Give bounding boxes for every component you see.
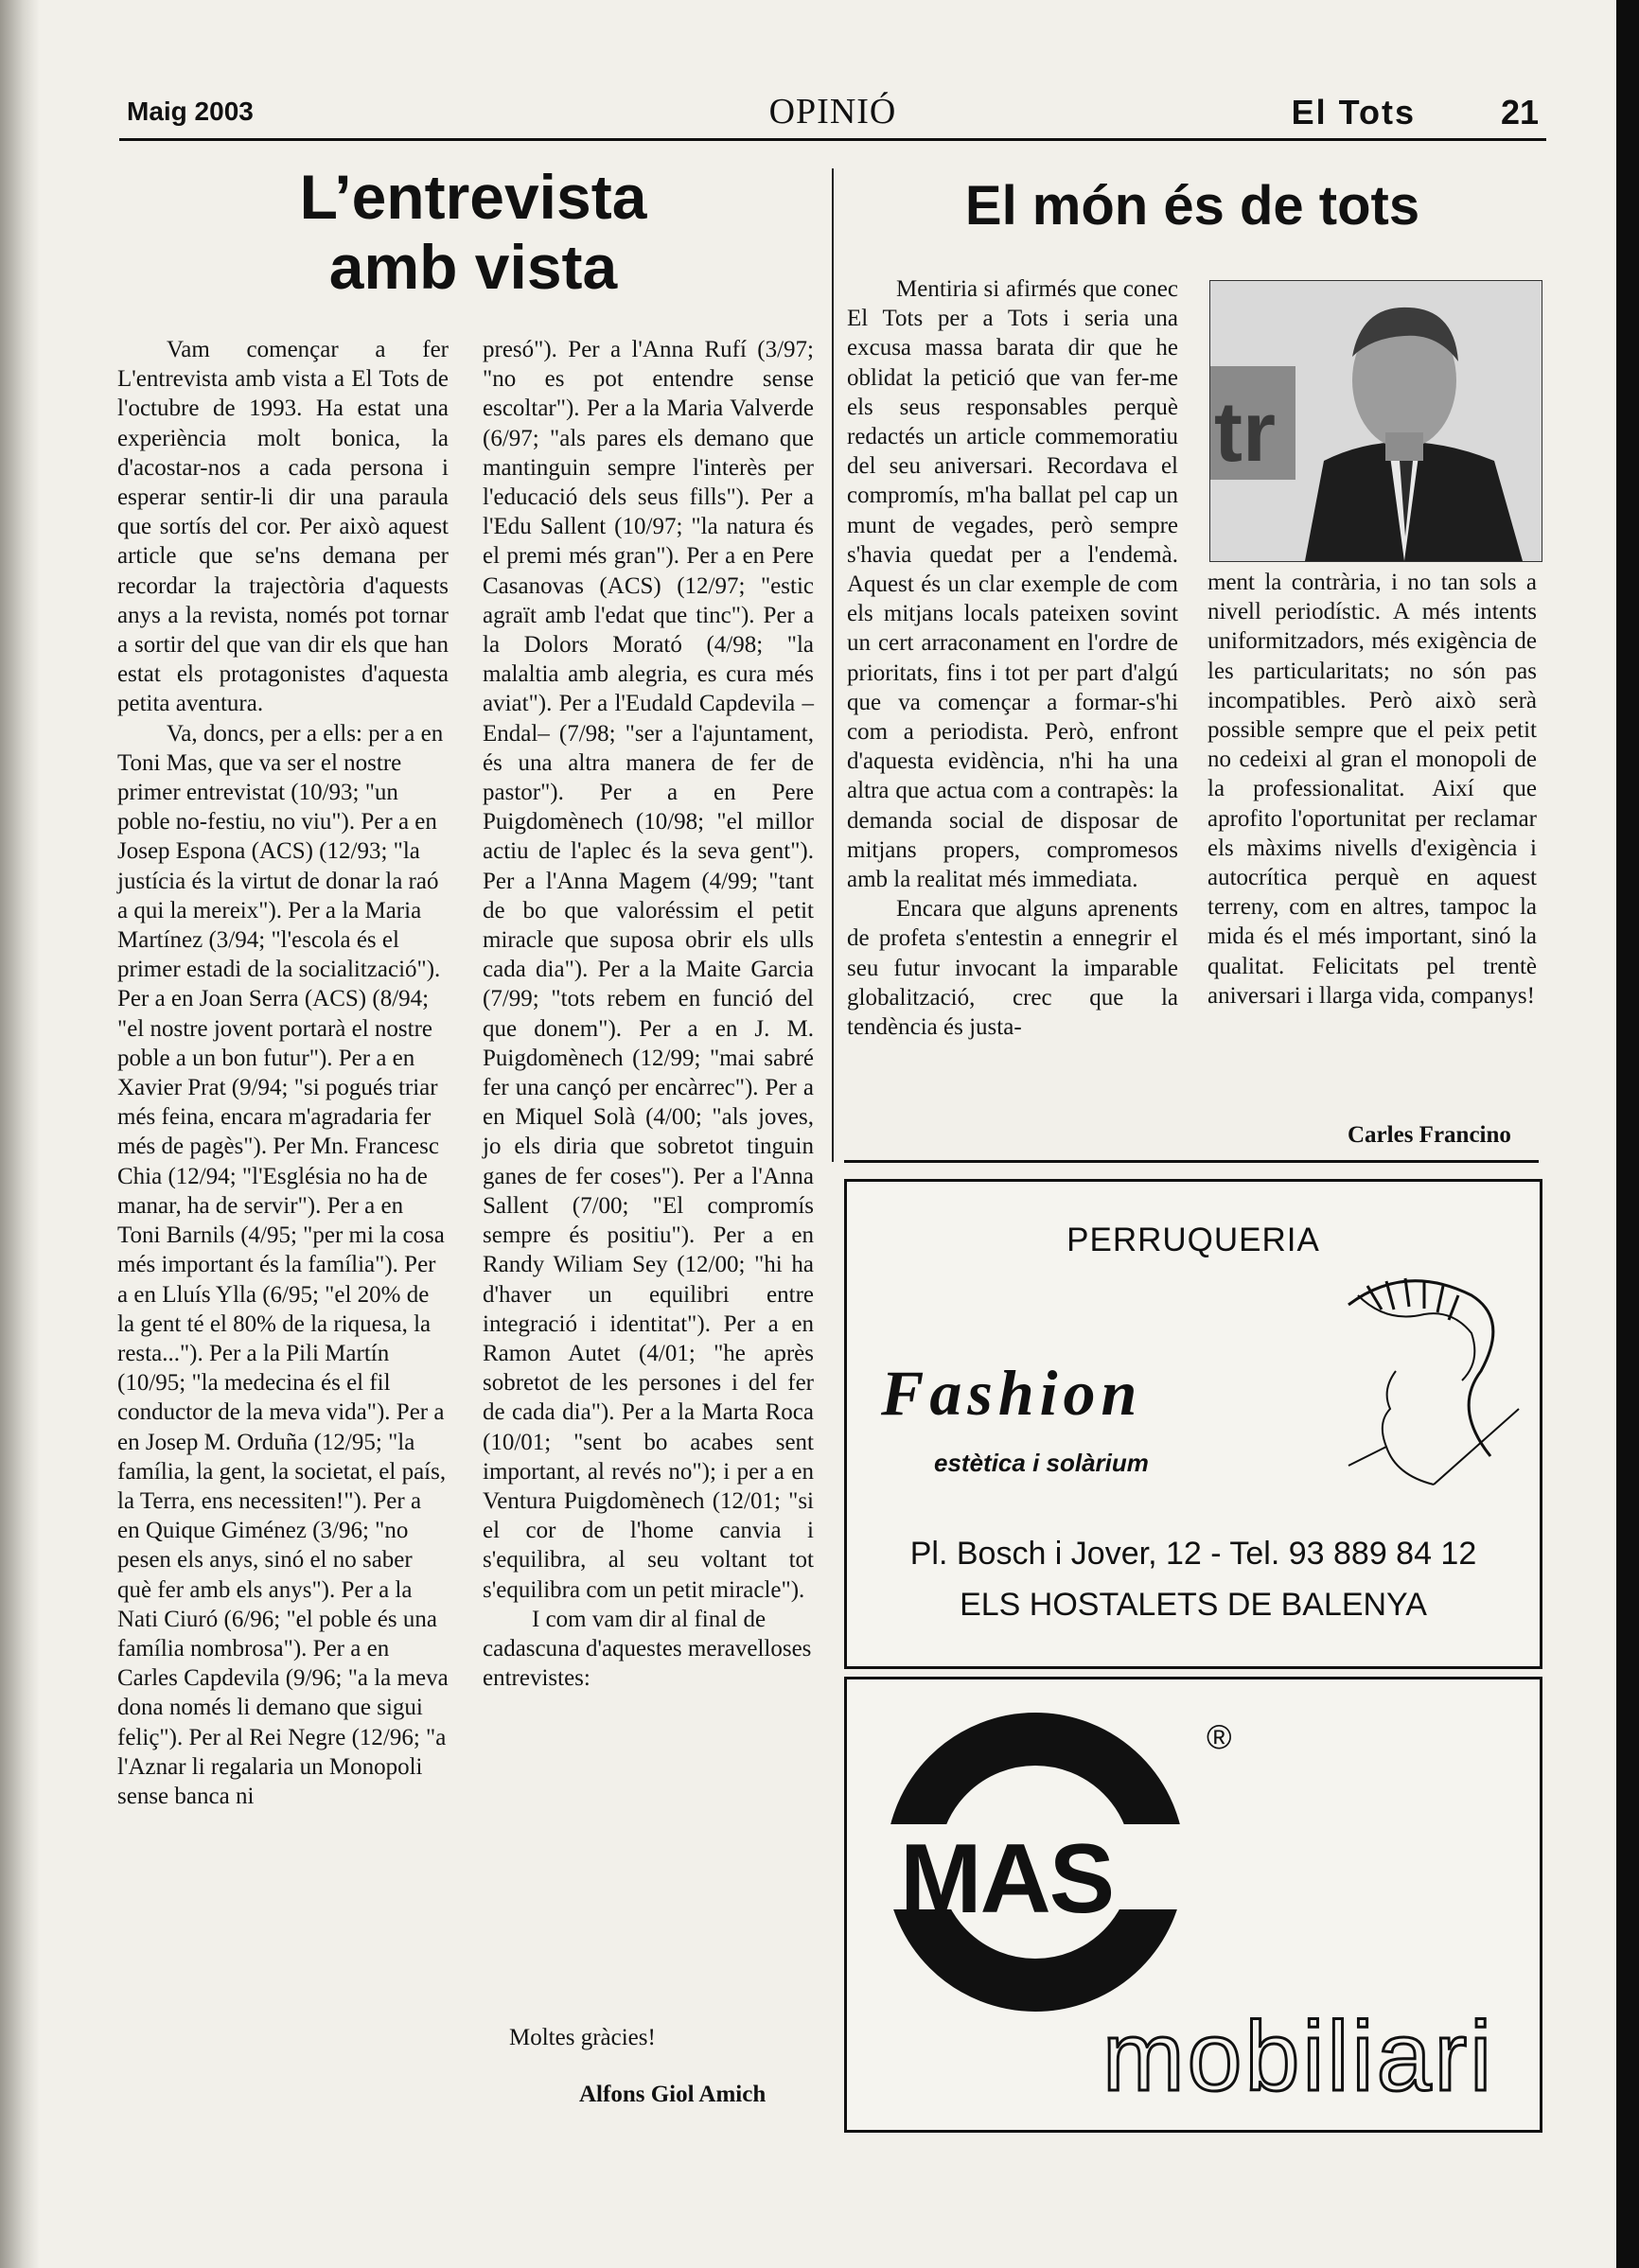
ad-town: ELS HOSTALETS DE BALENYA [960, 1587, 1427, 1623]
headline-line-2: amb vista [328, 231, 618, 302]
article-paragraph: Mentiria si afirmés que conec El Tots per a Tots i seria una excusa massa barata dir que he oblidat la petició que van fer-me els seus responsables perquè redactés un article commemoratiu del seu aniversari. Recordava el compromís, m'ha ballat pel cap un munt de vegades, però sempre s'havia quedat per a l'endemà. Aquest és un clar exemple de com els mitjans locals pateixen sovint un cert arraconament en l'ordre de prioritats, fins i tot per part d'algú que va començar a formar-s'hi com a periodista. Però, enfront d'aquesta evidència, n'hi ha una altra que actua com a contrapès: la demanda social de disposar de mitjans propers, compromesos amb la realitat més immediata. [847, 276, 1178, 893]
ad-tagline: estètica i solàrium [934, 1449, 1149, 1477]
mas-logo-text: MAS [900, 1824, 1114, 1934]
section-title: OPINIÓ [768, 92, 897, 132]
left-article-column-1 [117, 335, 449, 1811]
publication-name: El Tots [1291, 93, 1416, 132]
article-paragraph: I com vam dir al final de cadascuna d'aquestes meravelloses entrevistes: [483, 1606, 812, 1692]
article-paragraph: Encara que alguns aprenents de profeta s'entestin a ennegrir el seu futur invocant la imparable globalització, crec que la tendència és justa- [847, 896, 1178, 1041]
article-paragraph: ment la contrària, i no tan sols a nivell periodístic. A més intents uniformitzadors, més exigència de les particularitats; no són pas incompatibles. Però això serà possible sempre que el peix petit no cedeixi al gran el monopoli de la professionalitat. Així que aprofito l'oportunitat per reclamar els màxims nivells d'exigència i autocrítica perquè en aquest terreny, com en altres, tampoc la mida és el més important, sinó la qualitat. Felicitats pel trentè aniversari i llarga vida, companys! [1207, 570, 1537, 1009]
article-paragraph: Vam començar a fer L'entrevista amb vista a El Tots de l'octubre de 1993. Ha estat una experiència molt bonica, la d'acostar-nos a cada persona i esperar sentir-li dir una paraula que sortís del cor. Per això aquest article que se'ns demana per recordar la trajectòria d'aquests anys a la revista, només pot tornar a sortir del que van dir els que han estat els protagonistes d'aquesta petita aventura. [117, 337, 449, 717]
registered-mark: ® [1207, 1717, 1232, 1756]
article-paragraph: presó"). Per a l'Anna Rufí (3/97; "no es pot entendre sense escoltar"). Per a la Maria Valverde (6/97; "als pares els demano que mantinguin sempre l'interès per l'educació dels seus fills"). Per a l'Edu Sallent (10/97; "la natura és el premi més gran"). Per a en Pere Casanovas (ACS) (12/97; "estic agraït amb l'edat que tinc"). Per a la Dolors Morató (4/98; "la malaltia amb alegria, es cura més aviat"). Per a l'Eudald Capdevila –Endal– (7/98; "ser a l'ajuntament, és una altra manera de fer de pastor"). Per a en Pere Puigdomènech (10/98; "el millor actiu de l'aplec és la seva gent"). Per a l'Anna Magem (4/99; "tant de bo que valoréssim el petit miracle que suposa obrir els ulls cada dia"). Per a la Maite Garcia (7/99; "tots rebem en funció del que donem"). Per a en J. M. Puigdomènech (12/99; "mai sabré fer una cançó per encàrrec"). Per a en Miquel Solà (4/00; "als joves, jo els diria que sobretot tinguin ganes de fer coses"). Per a l'Anna Sallent (7/00; "El compromís sempre és positiu"). Per a en Randy Wiliam Sey (12/00; "hi ha d'haver un equilibri entre integració i identitat"). Per a en Ramon Autet (4/01; "he après sobretot de les persones i del fer de cada dia"). Per a la Marta Roca (10/01; "sent bo acabes sent important, al revés no"); i per a en Ventura Puigdomènech (12/01; "si el cor de l'home canvia i s'equilibra, al seu voltant tot s'equilibra com un petit miracle"). [483, 337, 814, 1603]
left-article-author: Alfons Giol Amich [579, 2082, 767, 2107]
scan-edge [1616, 0, 1639, 2268]
author-portrait-photo [1209, 280, 1542, 562]
page-header [119, 91, 1546, 136]
right-article-column-2 [1207, 568, 1537, 1011]
left-article-headline [151, 163, 795, 303]
right-article-column-1 [847, 274, 1178, 1042]
mobiliari-wordmark: mobiliari [1102, 2002, 1495, 2112]
svg-text:tr: tr [1214, 385, 1276, 480]
portrait-illustration [1210, 281, 1542, 561]
ad-address: Pl. Bosch i Jover, 12 - Tel. 93 889 84 12 [909, 1536, 1477, 1572]
left-article-column-2 [483, 335, 814, 1693]
right-article-author: Carles Francino [1348, 1122, 1511, 1148]
woman-profile-sketch-icon [1292, 1267, 1528, 1494]
mas-mobiliari-ad [844, 1677, 1542, 2133]
headline-line-1: L’entrevista [299, 162, 647, 232]
ad-brand: Fashion [881, 1357, 1143, 1429]
ad-category: PERRUQUERIA [1066, 1222, 1320, 1258]
article-paragraph: Va, doncs, per a ells: per a en Toni Mas, que va ser el nostre primer entrevistat (10/93; "un poble no-festiu, no viu"). Per a en Josep Espona (ACS) (12/93; "la justícia és la virtut de donar la raó a qui la mereix"). Per a la Maria Martínez (3/94; "l'escola és el primer estadi de la socialització"). Per a en Joan Serra (ACS) (8/94; "el nostre jovent portarà el nostre poble a un bon futur"). Per a en Xavier Prat (9/94; "si pogués triar més feina, encara m'agradaria fer més de pagès"). Per Mn. Francesc Chia (12/94; "l'Església no ha de manar, ha de servir"). Per a en Toni Barnils (4/95; "per mi la cosa més important és la família"). Per a en Lluís Ylla (6/95; "el 20% de la gent té el 80% de la riquesa, la resta..."). Per a la Pili Martín (10/95; "la medecina és el fil conductor de la meva vida"). Per a en Josep M. Orduña (12/95; "la família, la gent, la societat, el país, la Terra, ens necessiten!"). Per a en Quique Giménez (3/96; "no pesen els anys, sinó el no saber què fer amb els anys"). Per a la Nati Ciuró (6/96; "el poble és una família nombrosa"). Per a en Carles Capdevila (9/96; "a la meva dona només li demano que sigui feliç"). Per al Rei Negre (12/96; "a l'Aznar li regalaria un Monopoli sense banca ni [117, 720, 449, 1809]
column-divider [832, 168, 834, 1162]
header-rule [119, 138, 1546, 141]
closing-thanks: Moltes gràcies! [509, 2025, 656, 2050]
fashion-salon-ad [844, 1179, 1542, 1669]
page-number: 21 [1500, 93, 1539, 132]
issue-date: Maig 2003 [127, 97, 254, 126]
right-article-headline: El món és de tots [964, 175, 1420, 237]
page-binding [0, 0, 40, 2268]
ad-separator-rule [844, 1160, 1539, 1163]
